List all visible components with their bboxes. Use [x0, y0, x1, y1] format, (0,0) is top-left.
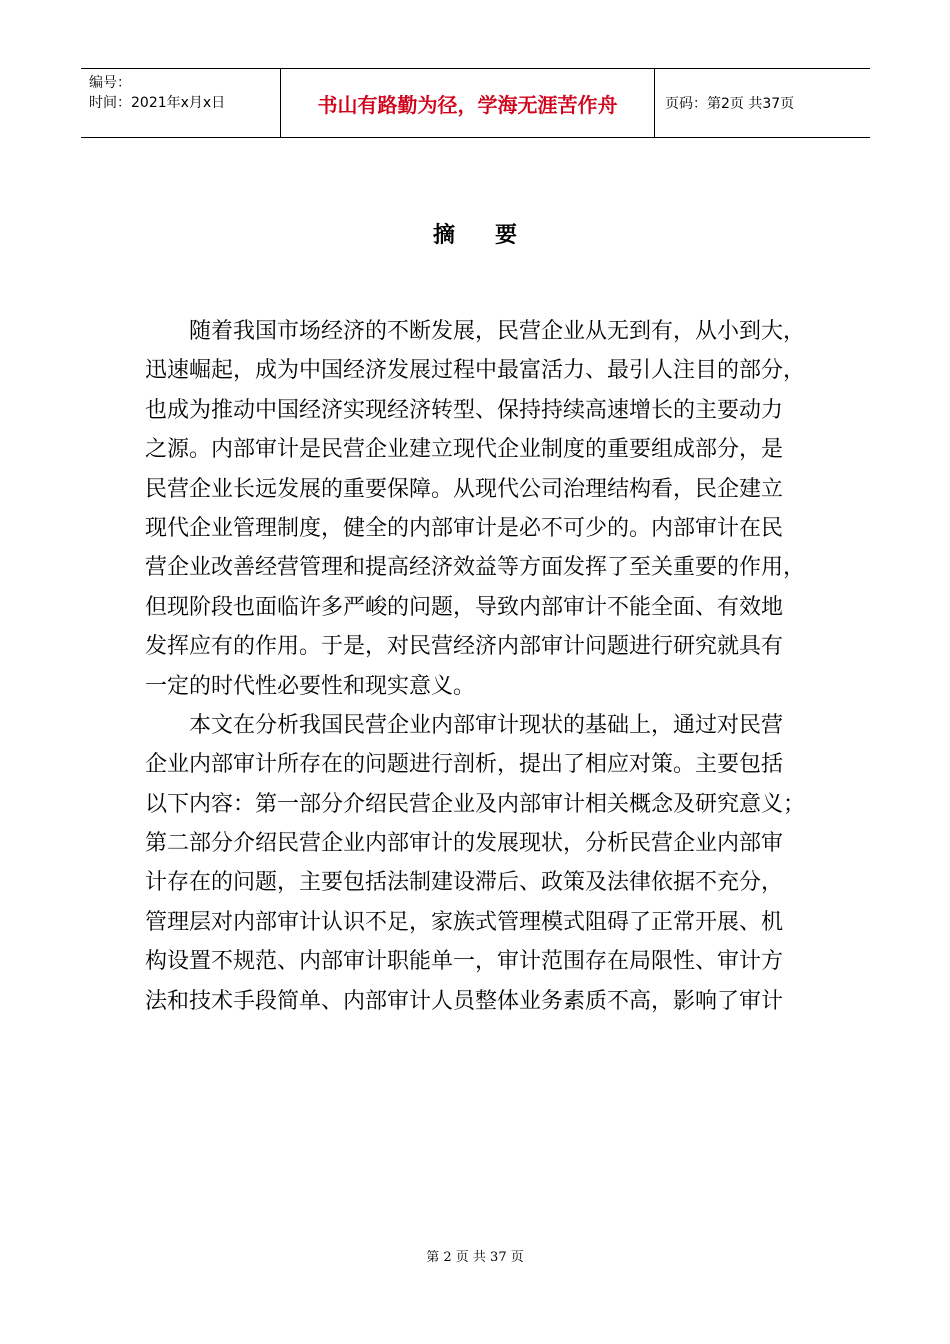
text-line: 迅速崛起，成为中国经济发展过程中最富活力、最引人注目的部分， — [145, 358, 806, 384]
text-line: 发挥应有的作用。于是，对民营经济内部审计问题进行研究就具有 — [145, 634, 784, 660]
text-line: 第二部分介绍民营企业内部审计的发展现状，分析民营企业内部审 — [145, 831, 784, 857]
document-date: 时间：2021年x月x日 — [89, 95, 226, 111]
page-title: 摘要 — [432, 223, 557, 248]
text-line: 也成为推动中国经济实现经济转型、保持持续高速增长的主要动力 — [145, 397, 784, 423]
text-line: 随着我国市场经济的不断发展，民营企业从无到有，从小到大， — [145, 319, 806, 344]
text-line: 营企业改善经营管理和提高经济效益等方面发挥了至关重要的作用， — [145, 555, 806, 581]
text-line: 之源。内部审计是民营企业建立现代企业制度的重要组成部分，是 — [145, 437, 784, 463]
text-line: 以下内容：第一部分介绍民营企业及内部审计相关概念及研究意义； — [145, 791, 806, 817]
text-line: 一定的时代性必要性和现实意义。 — [145, 673, 476, 699]
header-page-info: 页码：第2页 共37页 — [665, 96, 795, 112]
abstract-body — [145, 312, 810, 1021]
text-line: 法和技术手段简单、内部审计人员整体业务素质不高，影响了审计 — [145, 988, 784, 1014]
text-line: 现代企业管理制度，健全的内部审计是必不可少的。内部审计在民 — [145, 515, 784, 541]
text-line: 本文在分析我国民营企业内部审计现状的基础上，通过对民营 — [145, 712, 784, 738]
document-number-label: 编号： — [89, 75, 131, 91]
text-line: 企业内部审计所存在的问题进行剖析，提出了相应对策。主要包括 — [145, 752, 784, 778]
text-line: 民营企业长远发展的重要保障。从现代公司治理结构看，民企建立 — [145, 476, 784, 502]
page-footer: 第 2 页 共 37 页 — [426, 1250, 524, 1265]
header-meta — [81, 69, 281, 137]
page-header — [81, 68, 870, 138]
text-line: 但现阶段也面临许多严峻的问题，导致内部审计不能全面、有效地 — [145, 594, 784, 620]
header-motto: 书山有路勤为径，学海无涯苦作舟 — [281, 69, 655, 137]
text-line: 构设置不规范、内部审计职能单一，审计范围存在局限性、审计方 — [145, 949, 784, 975]
text-line: 计存在的问题，主要包括法制建设滞后、政策及法律依据不充分， — [145, 870, 784, 896]
text-line: 管理层对内部审计认识不足，家族式管理模式阻碍了正常开展、机 — [145, 909, 784, 935]
